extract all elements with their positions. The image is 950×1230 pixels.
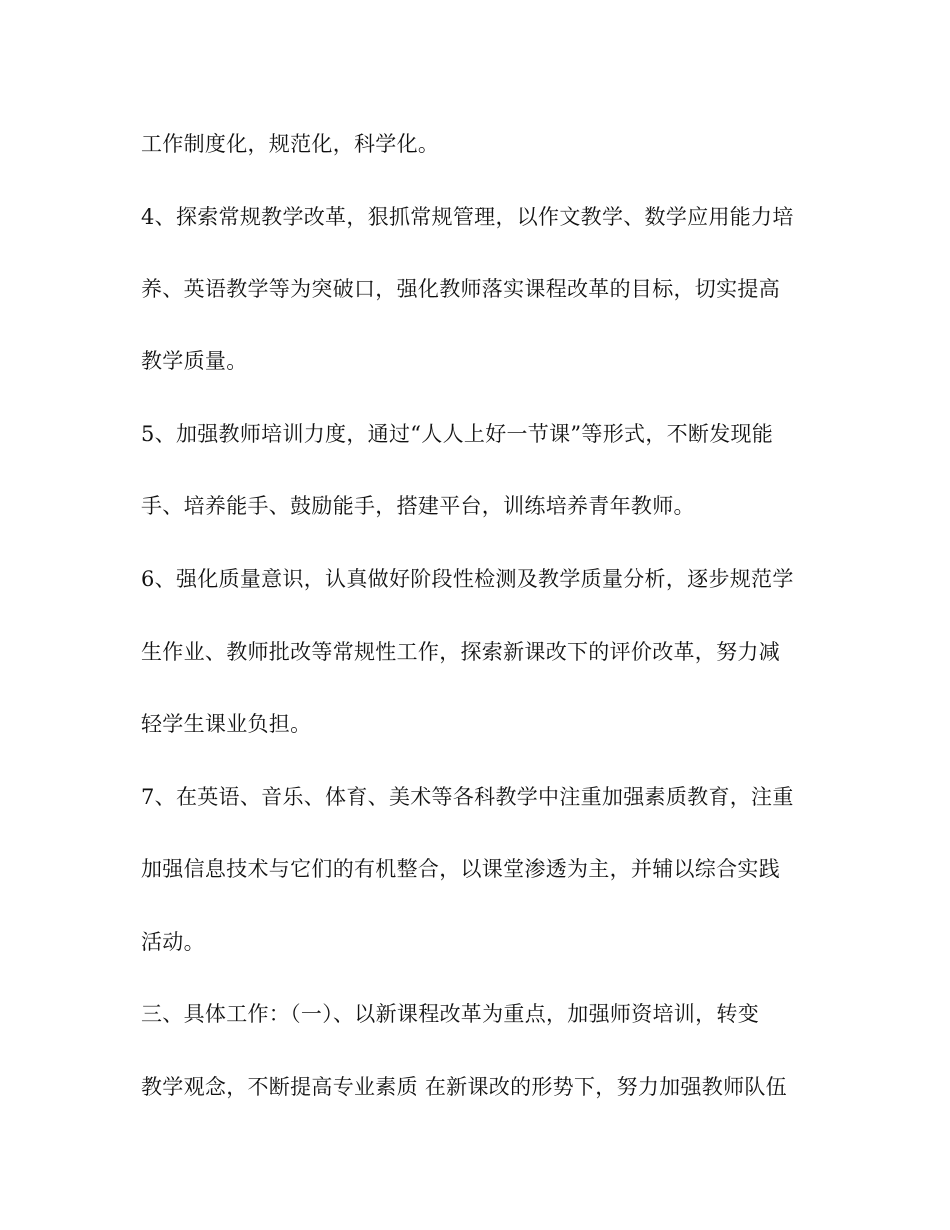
text-line-9: 轻学生课业负担。 <box>141 712 312 736</box>
text-line-8: 生作业、教师批改等常规性工作，探索新课改下的评价改革，努力减 <box>141 640 780 664</box>
text-line-4: 教学质量。 <box>141 349 248 373</box>
text-line-7: 6、强化质量意识，认真做好阶段性检测及教学质量分析，逐步规范学 <box>141 567 794 591</box>
text-line-11: 加强信息技术与它们的有机整合，以课堂渗透为主，并辅以综合实践 <box>141 857 780 881</box>
text-line-1: 工作制度化，规范化，科学化。 <box>141 132 440 156</box>
text-line-10: 7、在英语、音乐、体育、美术等各科教学中注重加强素质教育，注重 <box>141 785 794 809</box>
text-line-14: 教学观念，不断提高专业素质 在新课改的形势下，努力加强教师队伍 <box>141 1075 787 1099</box>
text-line-3: 养、英语教学等为突破口，强化教师落实课程改革的目标，切实提高 <box>141 277 780 301</box>
text-line-12: 活动。 <box>141 930 205 954</box>
text-line-6: 手、培养能手、鼓励能手，搭建平台，训练培养青年教师。 <box>141 494 695 518</box>
text-line-2: 4、探索常规教学改革，狠抓常规管理，以作文教学、数学应用能力培 <box>141 205 794 229</box>
text-line-13: 三、具体工作：（一）、以新课程改革为重点，加强师资培训，转变 <box>141 1002 759 1026</box>
text-line-5: 5、加强教师培训力度，通过“人人上好一节课”等形式，不断发现能 <box>141 422 774 446</box>
